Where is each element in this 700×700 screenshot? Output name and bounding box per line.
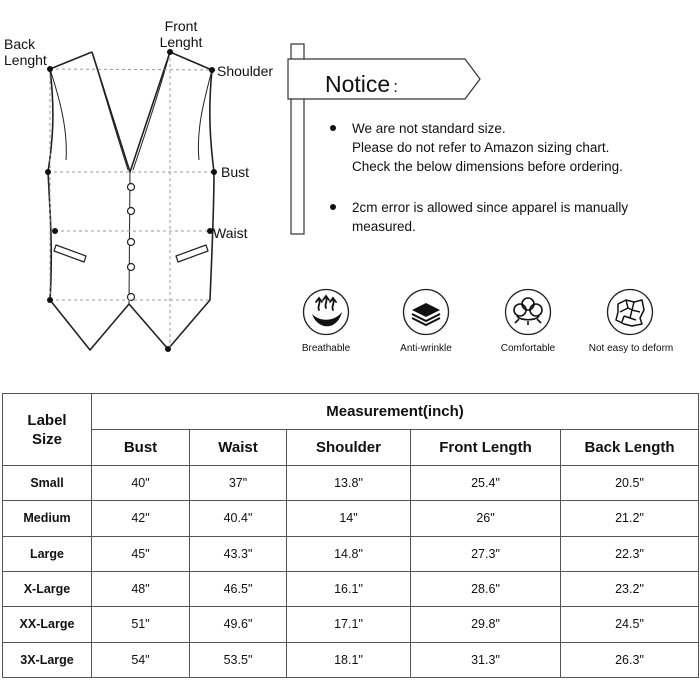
table-cell: 13.8" [287,466,411,501]
table-cell: 21.2" [561,501,699,536]
label-shoulder: Shoulder [217,63,274,79]
bullet-dot [330,204,336,210]
feature-label-anti-wrinkle: Anti-wrinkle [400,343,452,354]
table-cell: 43.3" [190,536,287,571]
table-cell: 27.3" [411,536,561,571]
breathable-icon [302,288,350,336]
table-cell: 51" [92,607,190,642]
notice-line: 2cm error is allowed since apparel is manually [352,200,629,215]
table-cell: 24.5" [561,607,699,642]
table-cell: 18.1" [287,642,411,677]
feature-label-breathable: Breathable [301,343,351,354]
table-cell: 31.3" [411,642,561,677]
column-header-shoulder: Shoulder [287,430,411,466]
cotton-icon [504,288,552,336]
bullet-dot [330,125,336,131]
table-cell: 23.2" [561,571,699,606]
table-row [3,607,699,642]
notice-bullet-2 [330,198,628,236]
table-row [3,466,699,501]
column-header-bust: Bust [92,430,190,466]
feature-label-not-easy-to-deform: Not easy to deform [588,343,674,354]
notice-title: Notice : [325,71,398,97]
label-waist: Waist [213,225,248,241]
table-cell: 14.8" [287,536,411,571]
size-chart-table [2,393,699,678]
table-cell: 29.8" [411,607,561,642]
size-label: 3X-Large [3,642,92,677]
table-row [3,642,699,677]
feature-label-comfortable: Comfortable [500,343,556,354]
notice-line: Please do not refer to Amazon sizing chart. [352,140,610,155]
table-cell: 40.4" [190,501,287,536]
size-label: X-Large [3,571,92,606]
table-cell: 22.3" [561,536,699,571]
table-cell: 16.1" [287,571,411,606]
column-header-back-length: Back Length [561,430,699,466]
table-cell: 53.5" [190,642,287,677]
table-cell: 26" [411,501,561,536]
notice-line: measured. [352,219,416,234]
table-cell: 45" [92,536,190,571]
label-size-header: Label Size [3,394,92,466]
table-cell: 14" [287,501,411,536]
table-cell: 49.6" [190,607,287,642]
table-cell: 42" [92,501,190,536]
anti-wrinkle-icon [402,288,450,336]
column-header-waist: Waist [190,430,287,466]
notice-bullet-1 [330,119,623,176]
table-cell: 17.1" [287,607,411,642]
label-front-length: Front Lenght [159,18,203,50]
label-back-length: Back Lenght [4,36,47,68]
measurement-group-header: Measurement(inch) [92,394,699,430]
size-label: XX-Large [3,607,92,642]
size-label: Large [3,536,92,571]
table-cell: 54" [92,642,190,677]
crumpled-fabric-icon [606,288,654,336]
table-row [3,536,699,571]
table-cell: 46.5" [190,571,287,606]
column-header-front-length: Front Length [411,430,561,466]
table-row [3,571,699,606]
notice-line: We are not standard size. [352,121,506,136]
table-cell: 25.4" [411,466,561,501]
size-label: Medium [3,501,92,536]
table-cell: 37" [190,466,287,501]
table-cell: 20.5" [561,466,699,501]
table-cell: 26.3" [561,642,699,677]
notice-line: Check the below dimensions before ordering. [352,159,623,174]
table-cell: 48" [92,571,190,606]
table-cell: 28.6" [411,571,561,606]
label-bust: Bust [221,164,250,180]
table-row [3,501,699,536]
table-cell: 40" [92,466,190,501]
size-label: Small [3,466,92,501]
